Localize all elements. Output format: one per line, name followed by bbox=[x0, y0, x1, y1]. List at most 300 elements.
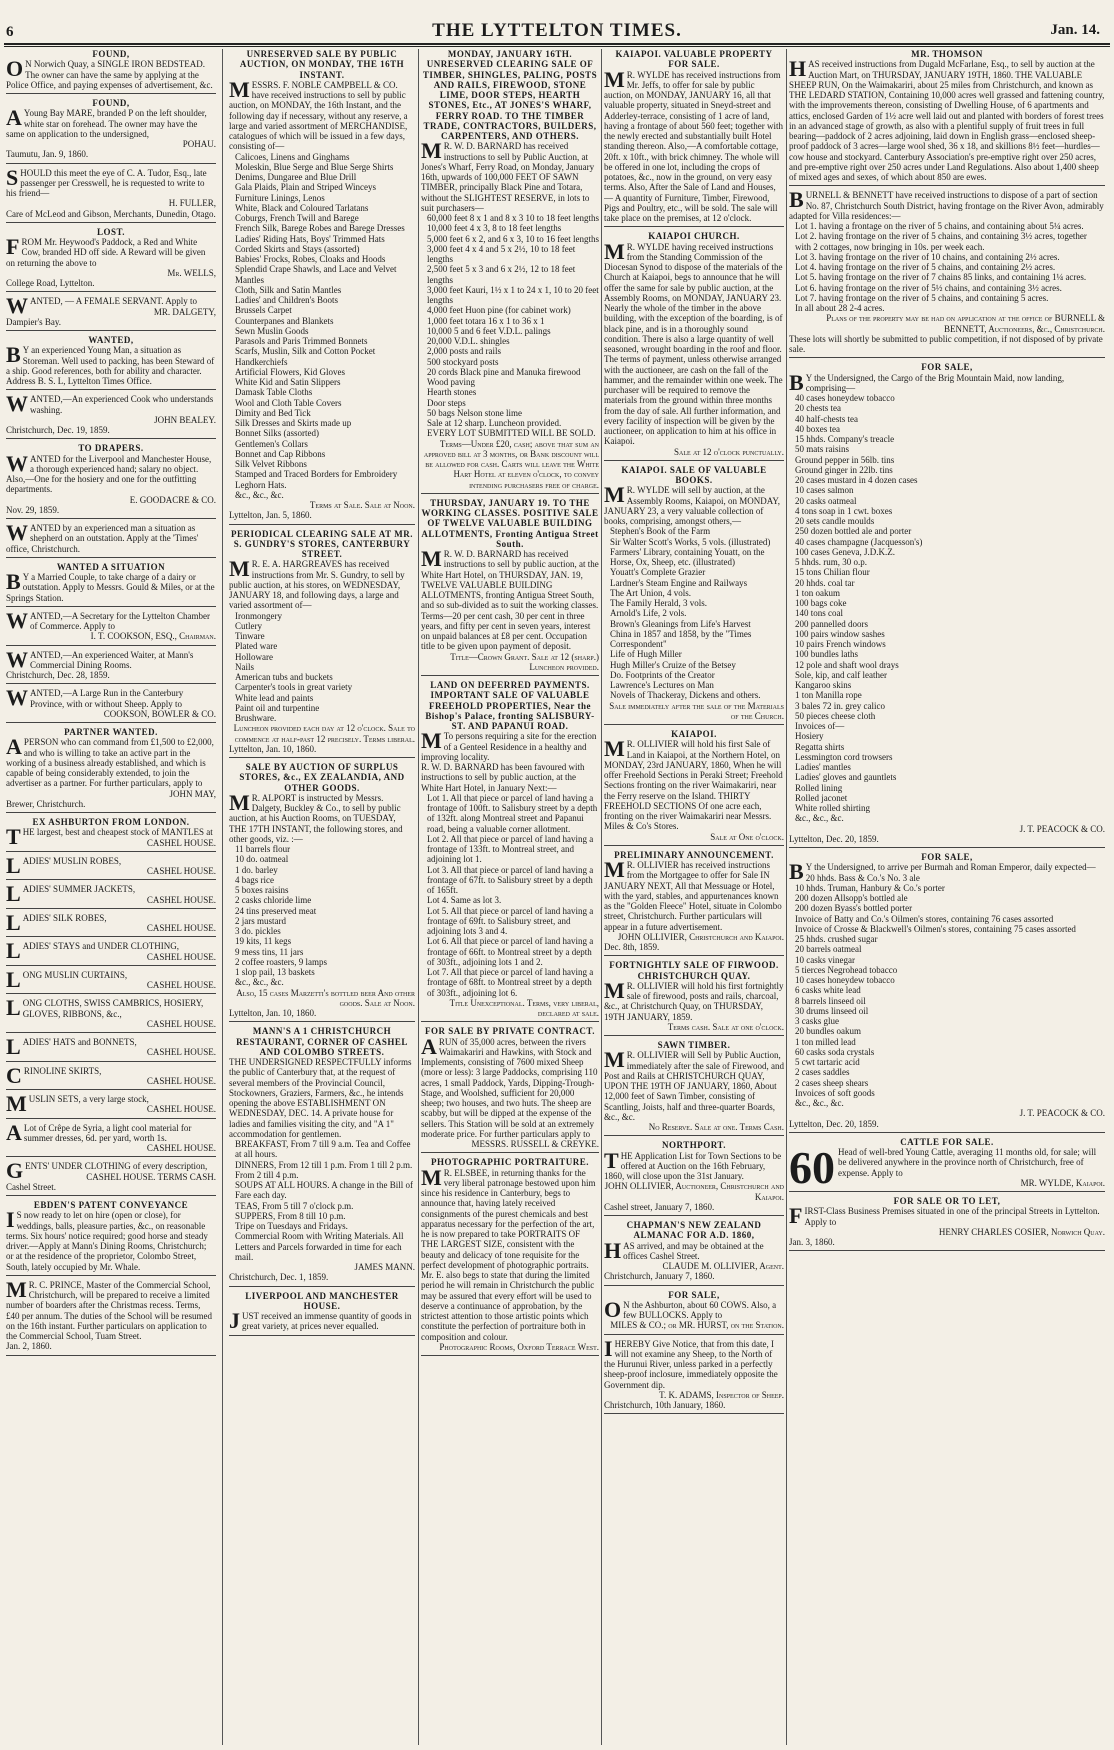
ad-heading: FOR SALE OR TO LET, bbox=[893, 1196, 1001, 1206]
drop-capital: W bbox=[6, 450, 28, 476]
advertisement bbox=[6, 852, 216, 881]
ad-list-item: Door steps bbox=[427, 397, 466, 408]
ad-text: S now ready to let on hire (open or close), for weddings, balls, pleasure parties, &c., on reasonable terms. Six hours' notice required; good horse and steady driver.—Apply at Mann's Dining Rooms, Christchurch; or at the residence of the proprietor, Colombo Street, South, lately occupied by Mr. Whale. bbox=[6, 1210, 208, 1272]
ad-list-item: Moleskin, Blue Serge and Blue Serge Shirts bbox=[235, 161, 394, 172]
advertisement bbox=[6, 1034, 216, 1062]
ad-heading: WANTED A SITUATION bbox=[56, 561, 166, 572]
advertisement bbox=[229, 529, 415, 759]
ad-body bbox=[421, 728, 599, 762]
ad-heading: EX ASHBURTON FROM LONDON. bbox=[32, 817, 190, 827]
ad-list-item: 500 stockyard posts bbox=[427, 356, 499, 367]
drop-capital: M bbox=[229, 556, 250, 582]
ad-body bbox=[604, 1296, 784, 1322]
drop-capital: M bbox=[604, 66, 625, 92]
ad-text: R. C. PRINCE, Master of the Commercial School, Christchurch, will be prepared to receive a limited number of boarders after the Christmas recess. Terms, £40 per annum. The duties of the School will be resumed on the 16th instant. Further particulars on application to the Commercial School, Tuam Street. bbox=[6, 1279, 213, 1341]
ad-list-item: Ladies' gloves and gauntlets bbox=[795, 772, 897, 783]
advertisement bbox=[789, 49, 1105, 186]
advertisement bbox=[6, 881, 216, 909]
ad-heading: KAIAPOI. bbox=[671, 729, 717, 739]
ad-text: ADIES' SUMMER JACKETS, bbox=[22, 884, 136, 895]
ad-text: Y a Married Couple, to take charge of a dairy or outstation. Apply to Messrs. Gould & Miles, or at the Springs Station. bbox=[6, 572, 215, 603]
ad-list-item: Silk Velvet Ribbons bbox=[235, 459, 307, 469]
drop-capital: W bbox=[6, 391, 28, 417]
ad-list-item: China in 1857 and 1858, by the "Times Correspondent" bbox=[610, 628, 752, 649]
ad-signature: J. T. PEACOCK & CO. bbox=[1019, 823, 1105, 834]
ad-signature: E. GOODACRE & CO. bbox=[129, 494, 216, 505]
ad-list-item: SUPPERS, From 8 till 10 p.m. bbox=[235, 1210, 346, 1221]
advertisement bbox=[789, 852, 1105, 1133]
ad-dateline: Care of McLeod and Gibson, Merchants, Dunedin, Otago. bbox=[6, 208, 216, 219]
drop-capital: H bbox=[604, 1237, 622, 1263]
drop-capital: W bbox=[6, 293, 28, 319]
ad-text-continued: R. W. D. BARNARD has been favoured with instructions to sell by public auction, at the White Hart Hotel, in January Next:— bbox=[421, 762, 585, 793]
advertisement bbox=[6, 1158, 216, 1196]
ad-body bbox=[604, 1147, 784, 1182]
ad-list-item: &c., &c., &c. bbox=[235, 977, 284, 988]
ad-list-item: Babies' Frocks, Robes, Cloaks and Hoods bbox=[235, 254, 386, 264]
ad-text: PERSON who can command from £1,500 to £2,000, and who is willing to take an active part in the working of a business already established, and which is capable of being considerably extended, to join the advertiser as a partner. For further particulars, apply to bbox=[6, 737, 214, 789]
column-4 bbox=[604, 49, 784, 1745]
ad-dateline: Nov. 29, 1859. bbox=[6, 504, 60, 515]
drop-capital: O bbox=[604, 1296, 622, 1322]
ad-heading: FORTNIGHTLY SALE OF FIRWOOD. CHRISTCHURCH QUAY. bbox=[609, 960, 779, 981]
ad-body bbox=[6, 646, 216, 672]
ad-list-item: 20 hhds. Bass & Co.'s No. 3 ale bbox=[805, 872, 920, 883]
ad-list-item: 20 barrels oatmeal bbox=[795, 944, 862, 955]
drop-capital: I bbox=[604, 1335, 613, 1361]
ad-list-item: Lot 5. having frontage on the river of 7 chains 85 links, and containing 1¼ acres. bbox=[795, 272, 1087, 283]
ad-list-item: 19 kits, 11 kegs bbox=[235, 936, 292, 947]
ad-signature: MR. WYLDE, Kaiapoi. bbox=[1020, 1177, 1105, 1188]
ad-signature: Photographic Rooms, Oxford Terrace West. bbox=[439, 1341, 599, 1352]
ad-heading: SALE BY AUCTION OF SURPLUS STORES, &c., EX ZEALANDIA, AND OTHER GOODS. bbox=[239, 762, 405, 793]
ad-list-item: Dimity and Bed Tick bbox=[235, 407, 311, 418]
ad-list-item: Lot 7. All that piece or parcel of land having a frontage of 68ft. to Montreal street by a depth of 303ft., adjoining lot 6. bbox=[427, 967, 594, 998]
ad-body bbox=[6, 56, 216, 90]
ad-heading: PHOTOGRAPHIC PORTRAITURE. bbox=[430, 1157, 590, 1168]
ad-list-item: 200 dozen Allsopp's bottled ale bbox=[795, 893, 908, 903]
ad-list-item: Lot 1. All that piece or parcel of land having a frontage of 100ft. to Salisbury street by a depth of 132ft. along Montreal street and Papanui road, being a valuable corner allotment. bbox=[427, 792, 598, 834]
ad-signature: HENRY CHARLES COSIER, Norwich Quay. bbox=[938, 1226, 1105, 1237]
ad-list-item: 20 hhds. coal tar bbox=[795, 577, 855, 588]
advertisement bbox=[6, 727, 216, 813]
ad-text: N Norwich Quay, a SINGLE IRON BEDSTEAD. The owner can have the same by applying at the Police Office, and paying expenses of advertisement, &c. bbox=[6, 59, 213, 90]
ad-text: ONG CLOTHS, SWISS CAMBRICS, HOSIERY, GLOVES, RIBBONS, &c., bbox=[22, 998, 204, 1019]
ad-list-item: SOUPS AT ALL HOURS. A change in the Bill of Fare each day. bbox=[235, 1180, 414, 1201]
ad-signature: CASHEL HOUSE. bbox=[146, 894, 216, 905]
advertisement bbox=[6, 1062, 216, 1091]
ad-text: R. OLLIVIER will hold his first fortnightly sale of firewood, posts and rails, charcoal, &c., at Christchurch Quay, on THURSDAY, 19TH JANUARY, 1859. bbox=[604, 980, 784, 1022]
ad-list-item: 12 pole and shaft wool drays bbox=[795, 659, 899, 670]
ad-list-item: Lot 3. All that piece or parcel of land having a frontage of 67ft. to Salisbury street by a depth of 165ft. bbox=[427, 864, 594, 895]
ad-text: R. ALPORT is instructed by Messrs. Dalgety, Buckley & Co., to sell by public auction, at his Auction Rooms, on TUESDAY, THE 17TH INSTANT, the following stores, and other goods, viz. :— bbox=[229, 792, 403, 844]
ad-list-item: Stamped and Traced Borders for Embroidery bbox=[235, 469, 398, 480]
drop-capital: H bbox=[789, 56, 807, 82]
ad-heading: LAND ON DEFERRED PAYMENTS. IMPORTANT SALE OF VALUABLE FREEHOLD PROPERTIES, Near the Bishop's Palace, fronting SALISBURY-ST. AND PAPANUI ROAD. bbox=[425, 680, 595, 731]
ad-list-item: 1 ton milled lead bbox=[795, 1036, 856, 1047]
ad-text: HEREBY Give Notice, that from this date, I will not examine any Sheep, to the North of the Hurunui River, unless parked in a perfectly sheep-proof inclosure, immediately opposite the Government dip. bbox=[604, 1338, 778, 1390]
ad-list-item: In all about 28 2-4 acres. bbox=[795, 303, 885, 313]
ad-list-item: Corded Skirts and Stays (assorted) bbox=[235, 243, 360, 254]
ad-text: R. ELSBEE, in returning thanks for the very liberal patronage bestowed upon him since his residence in Canterbury, begs to announce that, having lately received consignments of the purest chemicals and best apparatus necessary for the perfection of the art, he is now prepared to take PORTRAITS OF THE LARGEST SIZE, consistent with the beauty and delicacy of tone requisite for the perfect development of photographic portraits. Mr. E. also begs to state that during the limited period he will remain in Christchurch the public may be assured that every effort will be used to deserve a continuance of approbation, by the strictest attention to those artistic points which constitute the perfection of portraiture both in composition and colour. bbox=[421, 1167, 596, 1342]
ad-list-item: Nails bbox=[235, 661, 254, 672]
ad-list-item: Wool and Cloth Table Covers bbox=[235, 397, 342, 408]
ad-list-item: Ladies' Riding Hats, Boys' Trimmed Hats bbox=[235, 233, 385, 244]
ad-list-item: Ladies' and Children's Boots bbox=[235, 295, 338, 305]
ad-list-item: Hugh Miller's Cruize of the Betsey bbox=[610, 659, 736, 670]
ad-heading: LOST. bbox=[96, 226, 126, 237]
advertisement bbox=[6, 938, 216, 966]
ad-signature: Title Unexceptional. Terms, very liberal, declared at sale. bbox=[449, 997, 599, 1018]
ad-body bbox=[6, 450, 216, 495]
advertisement bbox=[6, 1119, 216, 1158]
ad-heading: MANN'S A 1 CHRISTCHURCH RESTAURANT, CORNER OF CASHEL AND COLOMBO STREETS. bbox=[236, 1026, 408, 1057]
drop-capital: M bbox=[421, 1164, 442, 1190]
ad-dateline: Christchurch, Dec. 28, 1859. bbox=[6, 670, 110, 680]
ad-list-item: 200 dozen Byass's bottled porter bbox=[795, 903, 913, 914]
ad-heading: FOR SALE BY PRIVATE CONTRACT. bbox=[425, 1026, 595, 1037]
drop-capital: W bbox=[6, 646, 28, 672]
ad-signature: CASHEL HOUSE. TERMS CASH. bbox=[86, 1171, 216, 1182]
ad-text: ADIES' SILK ROBES, bbox=[22, 912, 107, 923]
ad-list-item: 20,000 V.D.L. shingles bbox=[427, 336, 510, 346]
ad-list-item: 2,000 posts and rails bbox=[427, 346, 501, 357]
ad-signature: MESSRS. RUSSELL & CREYKE. bbox=[471, 1139, 599, 1149]
ad-list-item: 5 boxes raisins bbox=[235, 885, 289, 895]
advertisement bbox=[6, 966, 216, 995]
ad-list-item: Arnold's Life, 2 vols. bbox=[610, 608, 687, 619]
ad-dateline: Jan. 2, 1860. bbox=[6, 1341, 52, 1352]
drop-capital: M bbox=[604, 977, 625, 1003]
ad-list-item: 3 do. pickles bbox=[235, 926, 281, 936]
ad-list-item: Sole, kip, and calf leather bbox=[795, 669, 887, 680]
advertisement bbox=[229, 762, 415, 1022]
ad-text: ANTED for the Liverpool and Manchester House, a thorough experienced hand; salary no object. Also,—One for the hosiery and one for the outfitting departments. bbox=[6, 453, 212, 495]
ad-list-item: 100 bundles laths bbox=[795, 649, 858, 660]
ad-list-item: Holloware bbox=[235, 651, 273, 662]
ad-text: URNELL & BENNETT have received instructions to dispose of a part of section No. 87, Christchurch South District, having frontage on the River Avon, admirably adapted for Villa residences:— bbox=[789, 190, 1104, 221]
advertisement bbox=[6, 646, 216, 685]
ad-list-item: Life of Hugh Miller bbox=[610, 649, 682, 660]
advertisement bbox=[6, 909, 216, 938]
drop-capital: M bbox=[6, 1276, 27, 1302]
ad-signature: CASHEL HOUSE. bbox=[146, 1075, 216, 1086]
masthead-rule bbox=[4, 43, 1110, 45]
ad-dateline: Lyttelton, Jan. 10, 1860. bbox=[229, 743, 317, 754]
ad-dateline: Cashel Street. bbox=[6, 1181, 56, 1192]
ad-signature: POHAU. bbox=[182, 139, 216, 149]
ad-list-item: Parasols and Paris Trimmed Bonnets bbox=[235, 336, 368, 346]
ad-list-item: Lardner's Steam Engine and Railways bbox=[610, 577, 748, 588]
ad-list-item: 20 bundles oakum bbox=[795, 1026, 861, 1037]
advertisement bbox=[421, 1157, 599, 1356]
ad-list-item: 10 casks vinegar bbox=[795, 954, 855, 965]
ad-signature: Sale immediately after the sale of the Materials of the Church. bbox=[609, 700, 784, 721]
ad-list-item: Do. Footprints of the Creator bbox=[610, 669, 715, 680]
ad-list-item: American tubs and buckets bbox=[235, 672, 333, 682]
ad-body bbox=[604, 1335, 784, 1390]
ad-body bbox=[604, 857, 784, 932]
ad-body bbox=[604, 736, 784, 832]
drop-capital: W bbox=[6, 520, 28, 545]
ad-text: R. OLLIVIER will hold his first Sale of Land in Kaiapoi, at the Northern Hotel, on MONDAY, 23rd JANUARY, 1860, When he will offer Freehold Sections in Peraki Street; Freehold Sections fronting on the river Waimakariri, near the Ferry reserve on the Island. THIRTY FREEHOLD SECTIONS Of one acre each, fronting on the river Waimakariri near Messrs. Miles & Co's Stores. bbox=[604, 739, 783, 832]
ad-text: R. OLLIVIER has received instructions from the Mortgagee to offer for Sale IN JANUARY NEXT, All that Messuage or Hotel, with the yard, stables, and appurtenances known as the "Golden Fleece" Hotel, situate in Colombo street, Christchurch. Further particulars will appear in a future advertisement. bbox=[604, 860, 782, 932]
ad-heading: LIVERPOOL AND MANCHESTER HOUSE. bbox=[245, 1290, 399, 1311]
ad-heading: SAWN TIMBER. bbox=[657, 1040, 731, 1050]
ad-list-item: 2 casks chloride lime bbox=[235, 895, 312, 906]
ad-heading: FOUND, bbox=[92, 98, 130, 108]
ad-list-item: 4,000 feet Huon pine (for cabinet work) bbox=[427, 305, 571, 316]
ad-text: HE largest, best and cheapest stock of MANTLES at bbox=[22, 827, 213, 838]
advertisement bbox=[789, 1137, 1105, 1192]
ad-list-item: Kangaroo skins bbox=[795, 680, 852, 690]
drop-capital: L bbox=[6, 881, 21, 907]
ad-text: ONG MUSLIN CURTAINS, bbox=[22, 969, 128, 980]
ad-text: ANTED,—A Large Run in the Canterbury Province, with or without Sheep. Apply to bbox=[30, 688, 184, 709]
advertisement bbox=[604, 1220, 784, 1286]
ad-list-item: Lot 3. having frontage on the river of 10 chains, and containing 2½ acres. bbox=[795, 251, 1060, 262]
ad-list-item: Gala Plaids, Plain and Striped Winceys bbox=[235, 182, 376, 193]
ad-list-item: Tripe on Tuesdays and Fridays. bbox=[235, 1221, 348, 1231]
ad-list-item: Brussels Carpet bbox=[235, 305, 292, 316]
ad-body bbox=[6, 734, 216, 789]
ad-dateline: Address B. S. L, Lyttelton Times Office. bbox=[6, 376, 152, 386]
ad-dateline: Christchurch, Dec. 19, 1859. bbox=[6, 425, 110, 435]
column-divider bbox=[222, 49, 223, 1745]
ad-text: Young Bay MARE, branded P on the left shoulder, white star on forehead. The owner may have the same on application to the undersigned, bbox=[6, 108, 207, 139]
ad-text: R. OLLIVIER will Sell by Public Auction, immediately after the sale of Firewood, and Post and Rails at CHRISTCHURCH QUAY, UPON THE 19TH OF JANUARY, 1860, About 12,000 feet of Sawn Timber, consisting of Scantling, Joists, half and three-quarter Boards, &c., &c. bbox=[604, 1050, 784, 1122]
ad-text: THE UNDERSIGNED RESPECTFULLY informs the public of Canterbury that, at the request of several members of the Provincial Council, Stockowners, Graziers, Farmers, &c., he intends opening the above ESTABLISHMENT ON WEDNESDAY, DEC. 14. A private house for ladies and families visiting the city, and "A 1" accommodation for gentlemen. bbox=[229, 1057, 412, 1139]
ad-list-item: &c., &c., &c. bbox=[235, 489, 284, 500]
ad-body bbox=[604, 1237, 784, 1263]
ad-list-item: White lead and paints bbox=[235, 692, 314, 703]
ad-list-item: 100 cases Geneva, J.D.K.Z. bbox=[795, 546, 895, 557]
ad-body bbox=[229, 1308, 415, 1333]
ad-text: Y the Undersigned, the Cargo of the Brig Mountain Maid, now landing, comprising— bbox=[805, 372, 1065, 393]
ad-list-item: Scarfs, Muslin, Silk and Cotton Pocket Handkerchiefs bbox=[235, 346, 376, 367]
drop-capital: M bbox=[229, 76, 250, 102]
ad-list-item: Novels of Thackeray, Dickens and others. bbox=[610, 690, 761, 701]
ad-list-item: 1 slop pail, 13 baskets bbox=[235, 967, 315, 977]
ad-list-item: Ironmongery bbox=[235, 610, 282, 621]
drop-capital: L bbox=[6, 995, 21, 1021]
advertisement bbox=[6, 1276, 216, 1356]
drop-capital: C bbox=[6, 1062, 22, 1088]
ad-list-item: 8 barrels linseed oil bbox=[795, 995, 866, 1006]
ad-list-item: 140 tons coal bbox=[795, 608, 843, 619]
ad-list-item: 9 mess tins, 11 jars bbox=[235, 946, 304, 957]
ad-body bbox=[6, 520, 216, 554]
advertisement bbox=[6, 391, 216, 439]
ad-signature: CASHEL HOUSE. bbox=[146, 1104, 216, 1115]
advertisement bbox=[6, 1200, 216, 1276]
ad-text: ANTED,—A Secretary for the Lyttelton Chamber of Commerce. Apply to bbox=[30, 610, 210, 631]
ad-text: ADIES' HATS and BONNETS, bbox=[22, 1037, 137, 1047]
ad-list-item: 20 cords Black pine and Manuka firewood bbox=[427, 366, 581, 377]
column-divider bbox=[601, 49, 602, 1745]
ad-signature: CASHEL HOUSE. bbox=[146, 1143, 216, 1153]
ad-list-item: Paint oil and turpentine bbox=[235, 702, 320, 713]
ad-list-item: Ladies' mantles bbox=[795, 762, 851, 772]
ad-heading: THURSDAY, JANUARY 19. TO THE WORKING CLASSES. POSITIVE SALE OF TWELVE VALUABLE BUILDING ALLOTMENTS, Fronting Antigua Street South. bbox=[421, 497, 599, 549]
ad-list-item: Cloth, Silk and Satin Mantles bbox=[235, 284, 342, 295]
drop-capital: B bbox=[789, 859, 804, 885]
ad-signature: CASHEL HOUSE. bbox=[146, 980, 216, 990]
ad-list-item: Lot 2. All that piece or parcel of land having a frontage of 133ft. to Montreal street, and adjoining lot 1. bbox=[427, 833, 594, 865]
ad-dateline: Lyttelton, Jan. 5, 1860. bbox=[229, 510, 312, 521]
advertisement bbox=[229, 49, 415, 525]
ad-text: Lot of Crêpe de Syria, a light cool material for summer dresses, 6d. per yard, worth 1s. bbox=[23, 1122, 192, 1143]
ad-list-item: 1,000 feet totara 16 x 1 to 36 x 1 bbox=[427, 315, 545, 326]
ad-text: R. WYLDE having received instructions from the Standing Commission of the Diocesan Synod to dispose of the materials of the Church at Kaiapoi, begs to announce that he will offer the same for sale by public auction, at the Assembly Rooms, on MONDAY, JANUARY 23. Nearly the whole of the timber in the above building, with the exception of the boarding, is of black pine, and is in a thoroughly sound condition. There is also a large quantity of well seasoned, wrought boarding in the roof and floor. The terms of payment, unless otherwise arranged with the auctioneer, are cash on the fall of the hammer, and the remainder within one week. The purchaser will be required to remove the materials from the ground within three months from the day of sale. All further information, and every facility of inspection will be given by the auctioneer, on application to him at his office in Kaiapoi. bbox=[604, 241, 783, 447]
ad-heading: KAIAPOI CHURCH. bbox=[648, 231, 740, 242]
advertisement bbox=[6, 520, 216, 558]
ad-dateline: Christchurch, 10th January, 1860. bbox=[604, 1400, 726, 1410]
ad-body bbox=[421, 1164, 599, 1342]
ad-list-item: 30 drums linseed oil bbox=[795, 1005, 869, 1016]
ad-body bbox=[604, 482, 784, 526]
ad-body bbox=[6, 569, 216, 603]
ad-signature: Terms at Sale. Sale at Noon. bbox=[309, 500, 415, 510]
ad-signature: Also, 15 cases Marzetti's bottled beer And other goods. Sale at Noon. bbox=[236, 987, 415, 1008]
ad-body bbox=[604, 238, 784, 447]
ad-list-item: 4 bags rice bbox=[235, 874, 274, 885]
drop-capital: A bbox=[6, 105, 22, 131]
drop-capital: M bbox=[6, 1091, 27, 1116]
ad-heading: KAIAPOI. VALUABLE PROPERTY FOR SALE. bbox=[615, 49, 773, 70]
ad-body bbox=[6, 685, 216, 711]
advertisement bbox=[6, 335, 216, 390]
ad-list-item: Farmers' Library, containing Youatt, on the Horse, Ox, Sheep, etc. (illustrated) bbox=[610, 546, 765, 567]
advertisement bbox=[6, 227, 216, 293]
ad-list-item: 3,000 feet 4 x 4 and 5 x 2½, 10 to 18 feet lengths bbox=[427, 243, 576, 264]
ad-text: ANTED, — A FEMALE SERVANT. Apply to bbox=[30, 296, 197, 307]
ad-body bbox=[229, 1057, 415, 1139]
drop-capital: T bbox=[604, 1147, 619, 1173]
ad-list-item: Youatt's Complete Grazier bbox=[610, 567, 706, 578]
ad-list-item: 5 tierces Negrohead tobacco bbox=[795, 964, 898, 975]
ad-list-item: Artificial Flowers, Kid Gloves bbox=[235, 366, 345, 377]
ad-list-item: 1 ton oakum bbox=[795, 587, 840, 598]
drop-capital: L bbox=[6, 938, 21, 964]
advertisement bbox=[6, 817, 216, 852]
ad-body bbox=[6, 342, 216, 376]
ad-signature: MR. DALGETY, bbox=[153, 306, 216, 317]
ad-text: R. E. A. HARGREAVES has received instructions from Mr. S. Gundry, to sell by public auction, at his stores, on WEDNESDAY, JANUARY 18, and following days, a large and varied assortment of— bbox=[229, 559, 405, 611]
ad-signature: I. T. COOKSON, ESQ., Chairman. bbox=[90, 631, 216, 642]
drop-capital: M bbox=[421, 546, 442, 571]
ad-body bbox=[604, 66, 784, 224]
ad-signature: Luncheon provided each day at 12 o'clock. Sale to commence at half-past 12 precisely. Terms liberal. bbox=[233, 723, 415, 744]
ad-signature: CASHEL HOUSE. bbox=[146, 923, 216, 933]
ad-heading: PERIODICAL CLEARING SALE AT MR. S. GUNDRY'S STORES, CANTERBURY STREET. bbox=[231, 528, 413, 559]
drop-capital: S bbox=[6, 164, 19, 190]
advertisement bbox=[421, 498, 599, 676]
ad-list-item: Silk Dresses and Skirts made up bbox=[235, 418, 352, 428]
ad-list-item: 40 half-chests tea bbox=[795, 413, 858, 424]
ad-list-item: 10 cases honeydew tobacco bbox=[795, 975, 895, 985]
advertisement bbox=[6, 164, 216, 223]
ad-text: ENTS' UNDER CLOTHING of every description, bbox=[25, 1161, 208, 1172]
ad-body bbox=[6, 995, 216, 1021]
ad-list-item: 40 cases honeydew tobacco bbox=[795, 393, 895, 403]
ad-list-item: Sale at 12 sharp. Luncheon provided. bbox=[427, 418, 562, 428]
ad-list-item: Denims, Dungaree and Blue Drill bbox=[235, 172, 357, 182]
ad-dateline: Jan. 3, 1860. bbox=[789, 1237, 835, 1247]
ad-body bbox=[789, 187, 1105, 221]
ad-signature: Sale at 12 o'clock punctually. bbox=[674, 446, 784, 457]
ad-text: ANTED,—An experienced Cook who understands washing. bbox=[30, 394, 214, 415]
ad-body bbox=[229, 76, 415, 152]
ad-body bbox=[229, 556, 415, 611]
ad-list-item: Lawrence's Lectures on Man bbox=[610, 680, 714, 690]
ad-text: UST received an immense quantity of goods in great variety, at prices never equalled. bbox=[242, 1311, 412, 1332]
ad-list-item: 200 pannelled doors bbox=[795, 618, 868, 629]
ad-text: ADIES' MUSLIN ROBES, bbox=[22, 855, 122, 866]
advertisement bbox=[604, 1335, 784, 1415]
ad-text: ESSRS. F. NOBLE CAMPBELL & CO. have received instructions to sell by public auction, on MONDAY, the 16th Instant, and the following day if necessary, without any reserve, a large and varied assortment of MERCHANDISE, catalogues of which will be issued in a few days, consisting of— bbox=[229, 79, 408, 152]
ad-signature: COOKSON, BOWLER & CO. bbox=[103, 708, 216, 719]
ad-signature: JOHN OLLIVIER, Auctioneer, Christchurch and Kaiapoi. bbox=[604, 1181, 784, 1202]
ad-body bbox=[604, 977, 784, 1022]
ad-text: HOULD this meet the eye of C. A. Tudor, Esq., late passenger per Cresswell, he is requested to write to his friend— bbox=[6, 167, 207, 198]
ad-list-item: 40 cases champagne (Jacquesson's) bbox=[795, 536, 923, 547]
drop-capital: B bbox=[789, 369, 804, 395]
ad-list-item: 3 casks glue bbox=[795, 1016, 839, 1026]
ad-large-number: 60 bbox=[789, 1142, 835, 1193]
ad-signature: H. FULLER, bbox=[168, 198, 216, 209]
drop-capital: T bbox=[6, 824, 21, 850]
drop-capital: M bbox=[604, 1047, 625, 1073]
ad-list-item: 2,500 feet 5 x 3 and 6 x 2½, 12 to 18 feet lengths bbox=[427, 264, 576, 285]
advertisement bbox=[6, 685, 216, 723]
advertisement bbox=[421, 49, 599, 494]
advertisement bbox=[604, 850, 784, 957]
ad-list-item: 25 hhds. crushed sugar bbox=[795, 934, 878, 944]
ad-signature: Terms cash. Sale at one o'clock. bbox=[667, 1021, 784, 1032]
ad-heading: PARTNER WANTED. bbox=[64, 727, 158, 737]
ad-list-item: 60,000 feet 8 x 1 and 8 x 3 10 to 18 feet lengths bbox=[427, 213, 599, 223]
ad-signature: Title—Crown Grant. Sale at 12 (sharp.) Luncheon provided. bbox=[450, 651, 599, 672]
ad-list-item: 10 hhds. Truman, Hanbury & Co.'s porter bbox=[795, 882, 945, 893]
ad-list-item: 10 do. oatmeal bbox=[235, 854, 289, 865]
drop-capital: B bbox=[6, 342, 21, 368]
advertisement bbox=[229, 1026, 415, 1286]
advertisement bbox=[604, 49, 784, 227]
masthead-rule-thin bbox=[4, 46, 1110, 47]
ad-list-item: 60 casks soda crystals bbox=[795, 1046, 875, 1057]
ad-dateline: These lots will shortly be submitted to public competition, if not disposed of by private sale. bbox=[789, 333, 1103, 354]
ad-body bbox=[421, 546, 599, 652]
ad-body bbox=[6, 1207, 216, 1272]
drop-capital: I bbox=[6, 1207, 15, 1233]
ad-text: USLIN SETS, a very large stock, bbox=[28, 1094, 149, 1104]
advertisement bbox=[6, 293, 216, 331]
ad-text: R. WYLDE will sell by auction, at the Assembly Rooms, Kaiapoi, on MONDAY, JANUARY 23, a very valuable collection of books, comprising, amongst others,— bbox=[604, 485, 781, 526]
ad-list-item: Carpenter's tools in great variety bbox=[235, 682, 353, 693]
ad-dateline: Taumutu, Jan. 9, 1860. bbox=[6, 149, 89, 160]
ad-list-item: White Kid and Satin Slippers bbox=[235, 377, 341, 387]
drop-capital: W bbox=[6, 685, 28, 711]
advertisement bbox=[229, 1291, 415, 1336]
ad-list-item: Invoice of Batty and Co.'s Oilmen's stores, containing 76 cases assorted bbox=[795, 913, 1054, 924]
ad-body bbox=[6, 607, 216, 633]
ad-list-item: Plated ware bbox=[235, 641, 278, 652]
ad-list-item: Ground ginger in 22lb. tins bbox=[795, 464, 893, 475]
ad-list-item: 20 cases mustard in 4 dozen cases bbox=[795, 475, 918, 485]
ad-signature: CASHEL HOUSE. bbox=[146, 1047, 216, 1058]
ad-list-item: 2 coffee roasters, 9 lamps bbox=[235, 956, 328, 967]
